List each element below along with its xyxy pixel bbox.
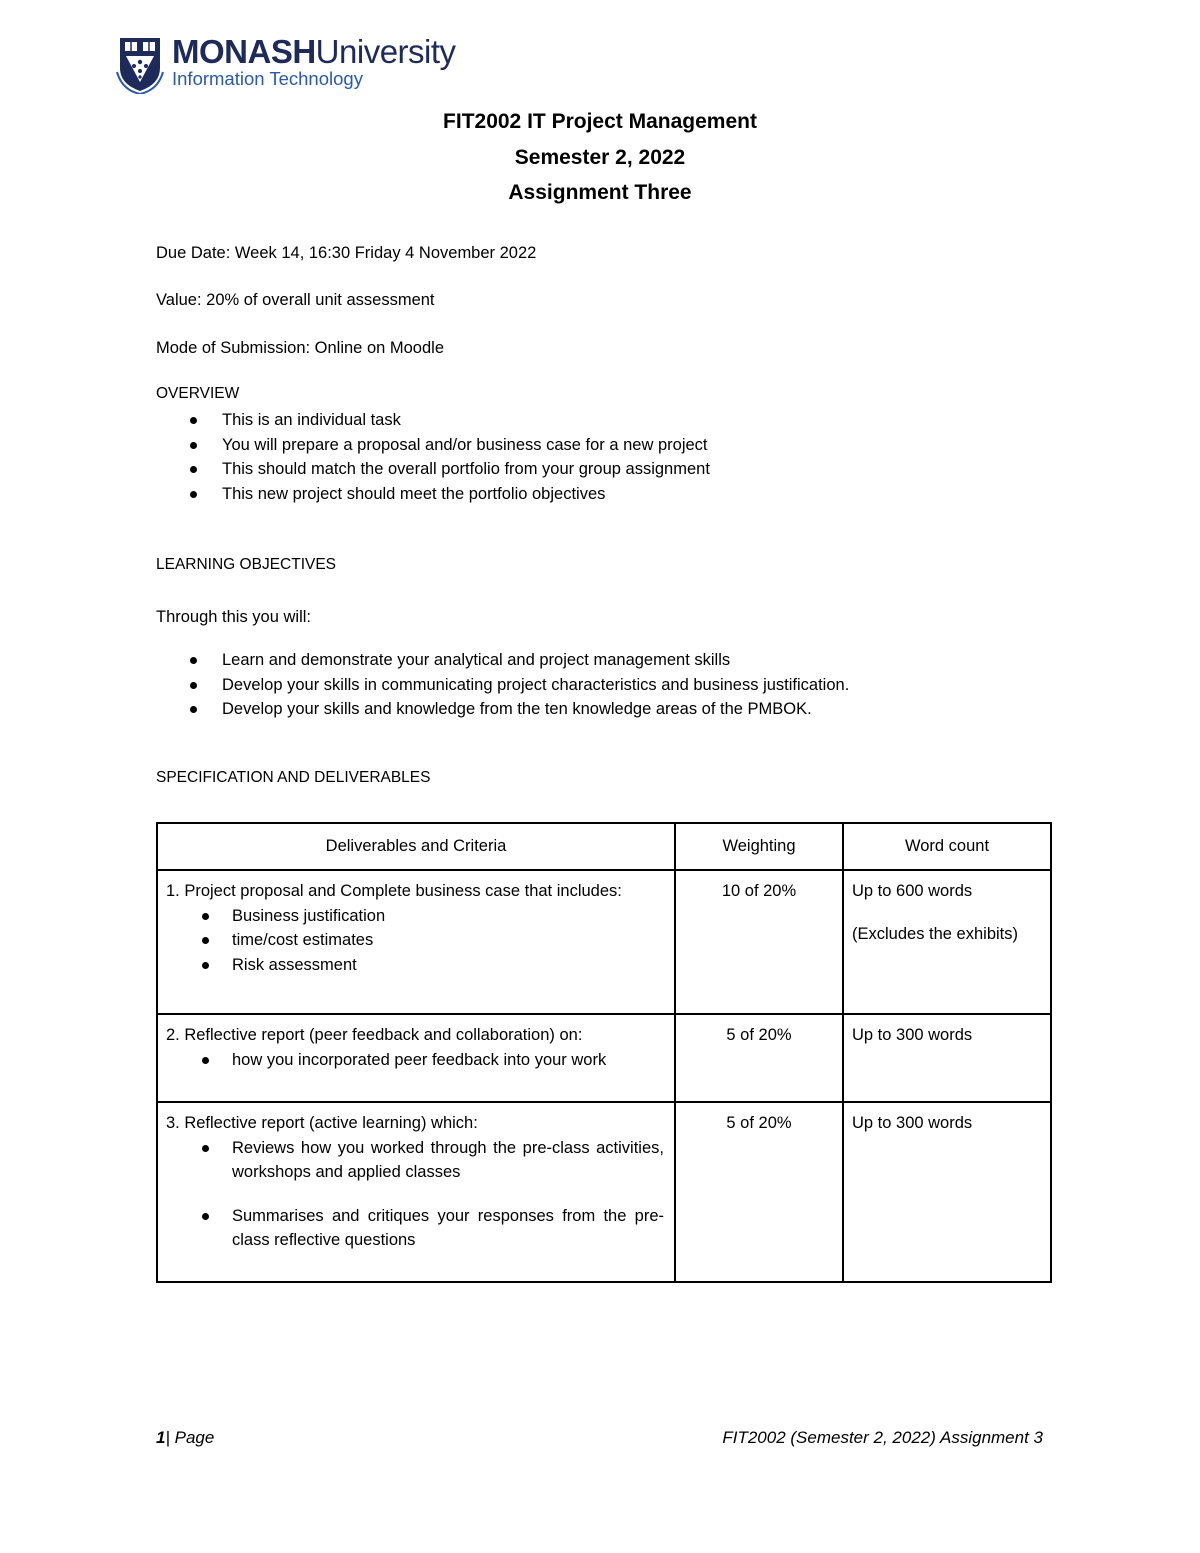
weighting-cell: 10 of 20% xyxy=(675,870,843,1014)
logo-subtitle: Information Technology xyxy=(172,68,363,89)
list-item: Reviews how you worked through the pre-class activities, workshops and applied classes xyxy=(166,1136,666,1185)
deliverable-text: 3. Reflective report (active learning) which: xyxy=(166,1114,478,1132)
logo-wordmark: MONASHUniversity xyxy=(172,33,456,70)
list-item: Develop your skills and knowledge from the ten knowledge areas of the PMBOK. xyxy=(156,697,849,722)
list-item: This should match the overall portfolio from your group assignment xyxy=(156,457,710,482)
deliverable-bullets xyxy=(166,904,666,978)
deliverable-cell xyxy=(157,870,675,1014)
word-count-cell xyxy=(843,870,1051,1014)
deliverable-cell xyxy=(157,1102,675,1282)
page-number: 1 xyxy=(156,1428,166,1447)
list-item: Learn and demonstrate your analytical and project management skills xyxy=(156,648,849,673)
overview-heading: OVERVIEW xyxy=(156,385,240,402)
footer-page xyxy=(156,1427,214,1449)
list-item: This new project should meet the portfolio objectives xyxy=(156,482,710,507)
table-header-row xyxy=(157,823,1051,870)
footer-doc-title: FIT2002 (Semester 2, 2022) Assignment 3 xyxy=(722,1428,1043,1447)
value-line: Value: 20% of overall unit assessment xyxy=(156,291,435,309)
list-item: time/cost estimates xyxy=(166,928,666,953)
word-count-note: (Excludes the exhibits) xyxy=(852,924,1018,943)
word-count: Up to 600 words xyxy=(852,882,973,900)
column-header: Word count xyxy=(843,823,1051,870)
list-item: Risk assessment xyxy=(166,953,666,978)
overview-list xyxy=(156,408,710,506)
list-item: how you incorporated peer feedback into your work xyxy=(166,1048,666,1073)
deliverable-text: 1. Project proposal and Complete business case that includes: xyxy=(166,882,622,900)
column-header: Deliverables and Criteria xyxy=(157,823,675,870)
weighting-cell: 5 of 20% xyxy=(675,1014,843,1102)
list-item: You will prepare a proposal and/or business case for a new project xyxy=(156,433,710,458)
deliverable-text: 2. Reflective report (peer feedback and collaboration) on: xyxy=(166,1026,583,1044)
submission-mode: Mode of Submission: Online on Moodle xyxy=(156,339,444,357)
due-date: Due Date: Week 14, 16:30 Friday 4 November 2022 xyxy=(156,244,537,262)
list-item: This is an individual task xyxy=(156,408,710,433)
semester-title: Semester 2, 2022 xyxy=(514,146,686,169)
monash-logo xyxy=(116,34,466,94)
page-label: | Page xyxy=(165,1428,215,1447)
learning-intro: Through this you will: xyxy=(156,608,311,626)
list-item: Develop your skills in communicating project characteristics and business justification. xyxy=(156,673,849,698)
monash-crest-icon xyxy=(116,34,164,94)
spec-heading: SPECIFICATION AND DELIVERABLES xyxy=(156,769,431,786)
table-row xyxy=(157,1102,1051,1282)
learning-heading: LEARNING OBJECTIVES xyxy=(156,556,337,573)
list-item: Business justification xyxy=(166,904,666,929)
word-count-cell: Up to 300 words xyxy=(843,1102,1051,1282)
deliverable-bullets xyxy=(166,1048,666,1073)
list-item: Summarises and critiques your responses from the pre-class reflective questions xyxy=(166,1204,666,1253)
table-row xyxy=(157,870,1051,1014)
table-row xyxy=(157,1014,1051,1102)
deliverable-cell xyxy=(157,1014,675,1102)
weighting-cell: 5 of 20% xyxy=(675,1102,843,1282)
deliverable-bullets xyxy=(166,1136,666,1253)
unit-title: FIT2002 IT Project Management xyxy=(443,110,757,133)
word-count-cell: Up to 300 words xyxy=(843,1014,1051,1102)
column-header: Weighting xyxy=(675,823,843,870)
deliverables-table xyxy=(156,822,1052,1283)
learning-list xyxy=(156,648,849,722)
assignment-title: Assignment Three xyxy=(508,181,692,204)
